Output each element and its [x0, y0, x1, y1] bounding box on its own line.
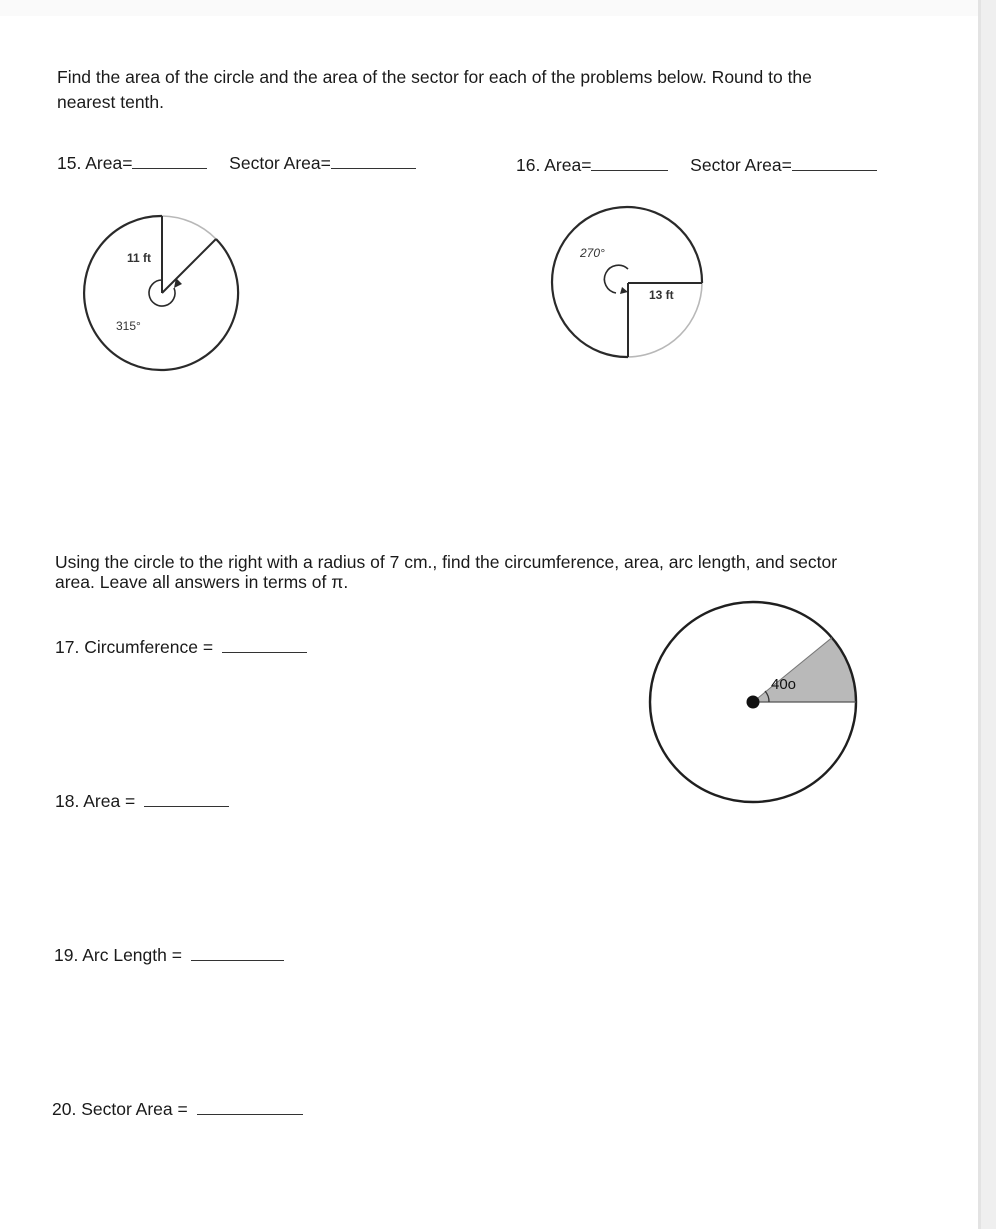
problem-16-sector-blank[interactable]: [792, 156, 877, 171]
fig16-angle-arrowhead: [620, 287, 628, 294]
question-18-label: 18. Area =: [55, 791, 136, 811]
question-20-label: 20. Sector Area =: [52, 1099, 188, 1119]
main-angle-label: 40o: [771, 676, 797, 693]
question-17-row: [55, 636, 307, 658]
scan-right-edge: [978, 0, 996, 1229]
instructions-line-2: nearest tenth.: [57, 92, 165, 112]
fig15-angle-label: 315°: [116, 319, 141, 333]
problem-15-sector-label: Sector Area=: [229, 153, 331, 173]
question-17-label: 17. Circumference =: [55, 637, 214, 657]
question-19-row: [54, 944, 284, 966]
problem-15-area-blank[interactable]: [132, 154, 207, 169]
fig15-radius-label: 11 ft: [127, 251, 152, 265]
fig16-angle-marker: [604, 265, 628, 293]
figure-main-circle: [645, 598, 865, 810]
problem-15-row: [57, 152, 416, 174]
question-18-row: [55, 790, 229, 812]
problem-16-row: [516, 154, 877, 176]
instructions-line-1: Find the area of the circle and the area of the sector for each of the problems below. Round to the: [57, 67, 812, 87]
question-20-blank[interactable]: [197, 1100, 303, 1115]
question-19-label: 19. Arc Length =: [54, 945, 182, 965]
instructions2-line-1: Using the circle to the right with a radius of 7 cm., find the circumference, area, arc length, and sector: [55, 552, 838, 572]
problem-15-area-label: 15. Area=: [57, 153, 133, 173]
instructions2-line-2: area. Leave all answers in terms of π.: [55, 572, 349, 592]
question-17-blank[interactable]: [222, 638, 307, 653]
fig16-radius-label: 13 ft: [649, 288, 674, 302]
figure-15: [70, 200, 260, 390]
fig16-angle-label: 270°: [580, 246, 605, 260]
scan-top-strip: [0, 0, 978, 16]
question-19-blank[interactable]: [191, 946, 284, 961]
question-18-blank[interactable]: [144, 792, 229, 807]
problem-16-area-label: 16. Area=: [516, 155, 592, 175]
fig15-radius-diagonal: [162, 239, 216, 293]
main-center-point: [747, 696, 760, 709]
figure-16: [540, 195, 720, 375]
question-20-row: [52, 1098, 303, 1120]
fig15-removed-arc: [162, 216, 216, 239]
problem-16-area-blank[interactable]: [591, 156, 668, 171]
problem-16-sector-label: Sector Area=: [690, 155, 792, 175]
problem-15-sector-blank[interactable]: [331, 154, 416, 169]
